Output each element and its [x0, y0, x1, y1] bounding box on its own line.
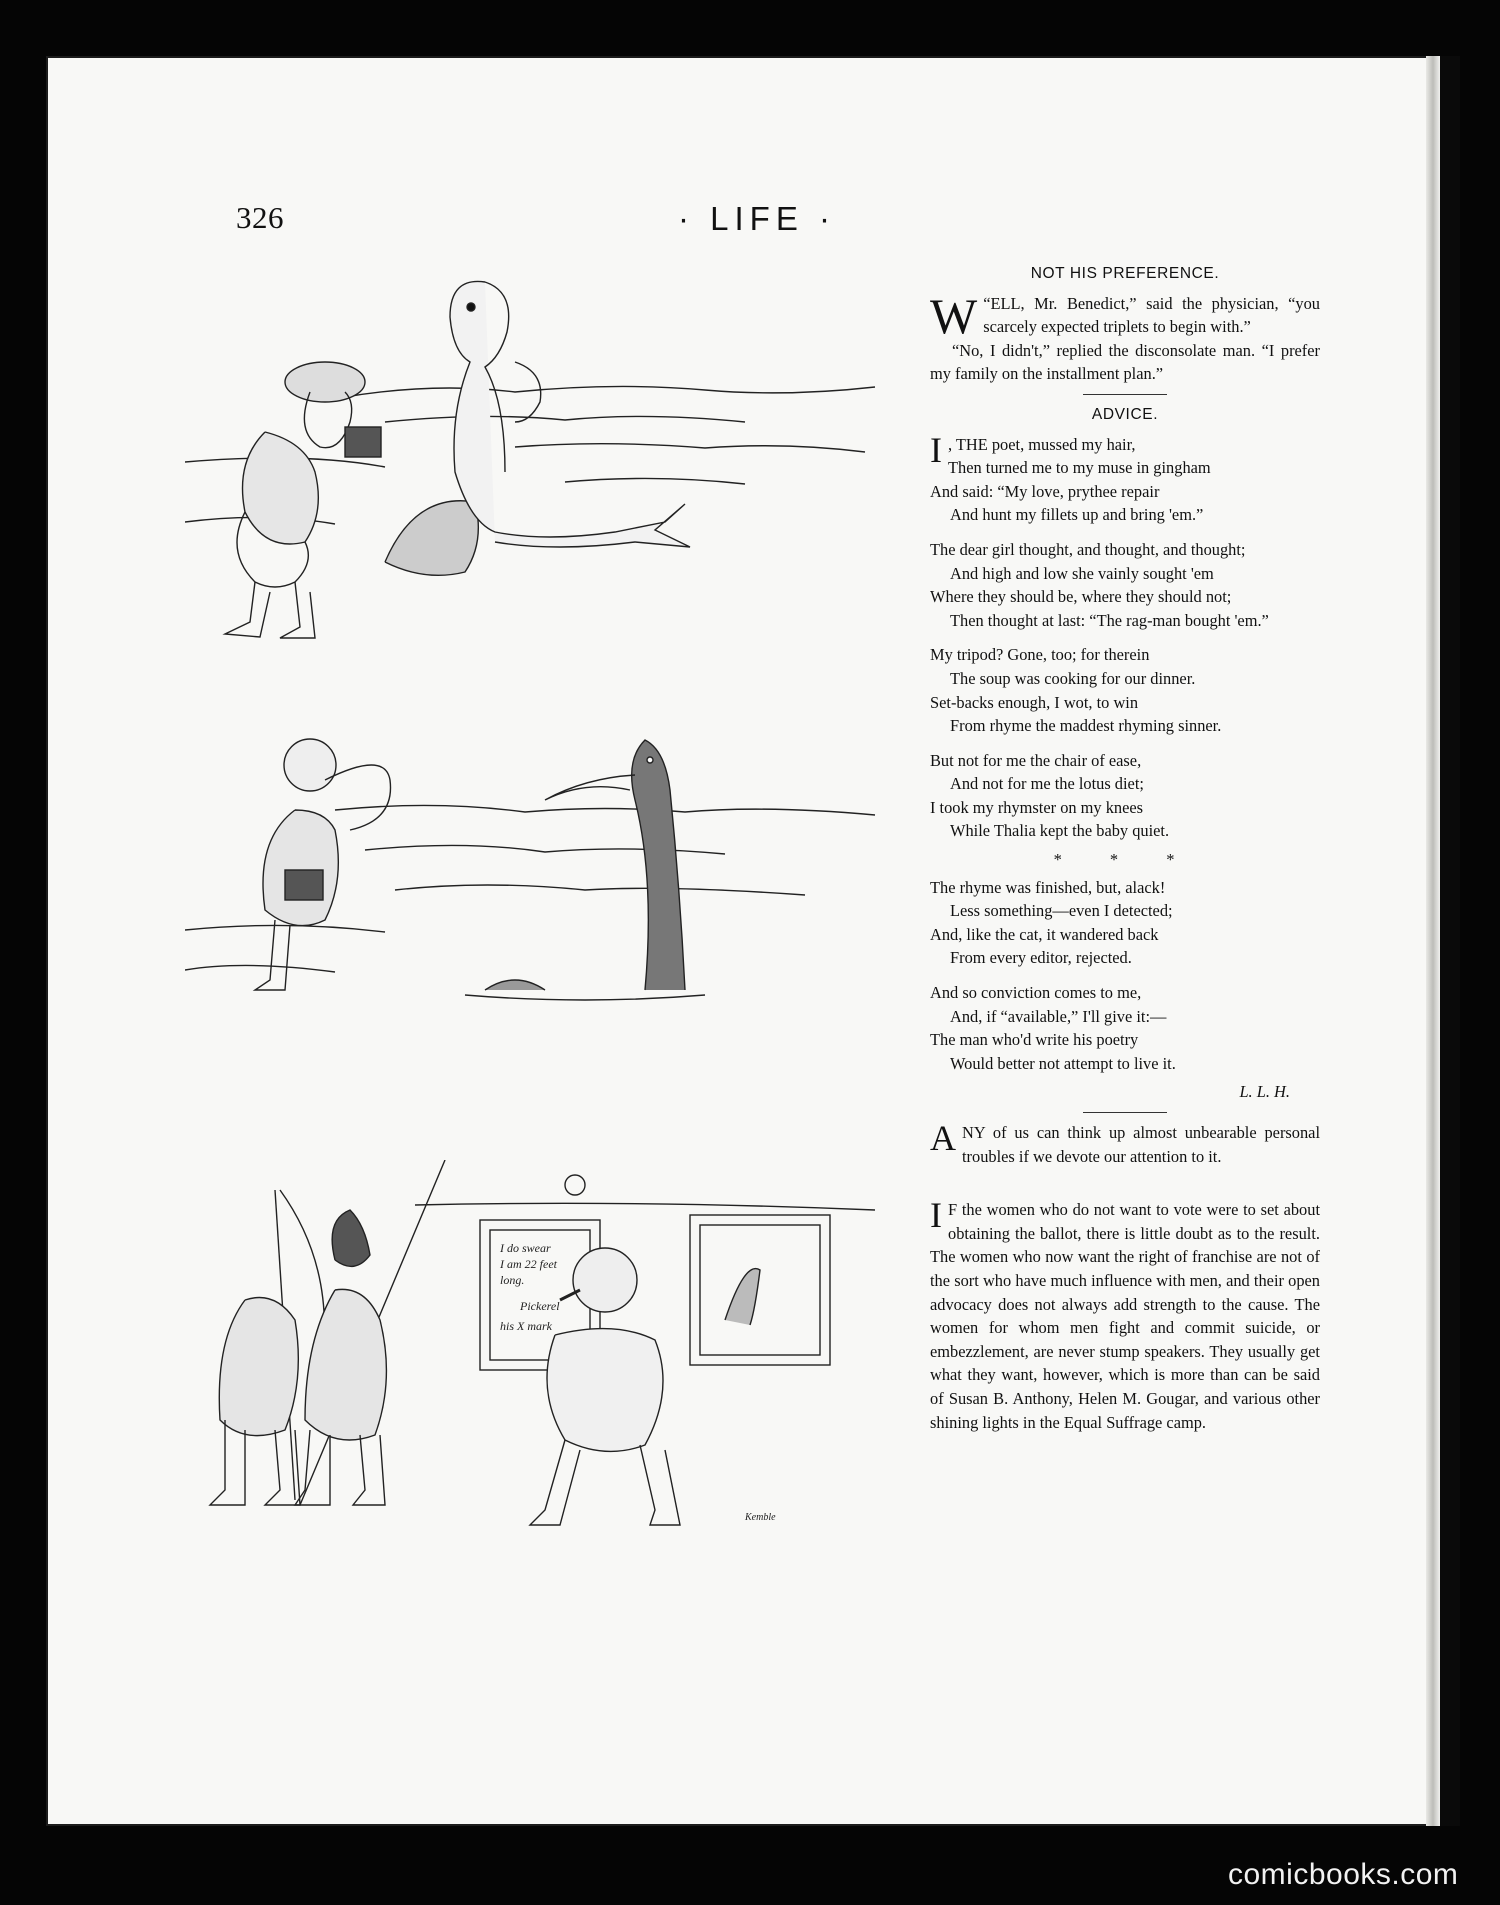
poem-line: But not for me the chair of ease, [930, 750, 1142, 770]
man-and-fish-illustration [185, 720, 885, 1130]
masthead-title: · LIFE · [678, 200, 837, 237]
paragraph-women-text: F the women who do not want to vote were to set about obtaining the ballot, there is little doubt as to the result. The women who now want the right of franchise are not of the sort who have much influence with men, and their open advocacy does not always add strength to the cause. The women for whom men fight and commit suicide, or embezzlement, are never stump speakers. They usually get what they want, however, which is more than can be said of Susan B. Anthony, Helen M. Gougar, and various other shining lights in the Equal Suffrage camp. [930, 1200, 1320, 1432]
poem-stanza-3 [930, 643, 1320, 737]
cartoon-panel-1 [185, 262, 885, 682]
poem-stanza-2 [930, 538, 1320, 632]
article1-text: ELL, Mr. Benedict,” said the physician, “you scarcely expected triplets to begin with.” [983, 293, 1320, 337]
poem-stanza-5 [930, 876, 1320, 970]
poem-line: Then thought at last: “The rag-man bought 'em.” [950, 610, 1269, 630]
poem-advice [930, 429, 1320, 1104]
poem-line: Less something—even I detected; [950, 901, 1173, 921]
poem-stanza-4 [930, 749, 1320, 843]
dropcap-i: I [930, 429, 942, 470]
divider-rule [1083, 1112, 1167, 1113]
dropcap-w: W [930, 287, 978, 344]
poem-line: The man who'd write his poetry [930, 1030, 1139, 1050]
poem-line: And hunt my fillets up and bring 'em.” [950, 505, 1204, 525]
sign-line-2: I am 22 feet [500, 1257, 557, 1271]
cartoon-panel-3 [185, 1160, 885, 1580]
poem-line: My tripod? Gone, too; for therein [930, 645, 1150, 665]
dropcap-a: A [930, 1118, 956, 1158]
paragraph-women-vote [930, 1195, 1320, 1434]
dropcap-i-2: I [930, 1195, 942, 1236]
open-quote: “ [983, 293, 991, 313]
artist-signature: Kemble [745, 1512, 776, 1523]
poem-signature: L. L. H. [1239, 1082, 1290, 1102]
text-column [930, 262, 1320, 1434]
poem-line: From rhyme the maddest rhyming sinner. [950, 716, 1222, 736]
sign-line-4: Pickerel [520, 1299, 560, 1313]
poem-line: And, like the cat, it wandered back [930, 924, 1159, 944]
boy-and-fish-illustration [185, 262, 885, 682]
poem-line: Would better not attempt to live it. [950, 1053, 1176, 1073]
sign-line-5: his X mark [500, 1319, 552, 1333]
poem-line: While Thalia kept the baby quiet. [950, 821, 1170, 841]
paragraph-any-of-us [930, 1118, 1320, 1168]
article1-paragraph-1 [930, 287, 1320, 344]
article1-paragraph-2: “No, I didn't,” replied the disconsolate man. “I prefer my family on the installment plan.” [930, 340, 1320, 384]
poem-stanza-1 [930, 429, 1320, 527]
heading-advice: ADVICE. [1091, 405, 1159, 423]
poem-line: I took my rhymster on my knees [930, 797, 1144, 817]
poem-line: Set-backs enough, I wot, to win [930, 692, 1139, 712]
fishermen-illustration [185, 1160, 885, 1580]
poem-stanza-6 [930, 981, 1320, 1075]
page-spine [1426, 56, 1440, 1826]
next-page-edge [1440, 56, 1460, 1826]
poem-line: And said: “My love, prythee repair [930, 481, 1160, 501]
cartoon-panel-2 [185, 720, 885, 1130]
poem-line: And high and low she vainly sought 'em [950, 563, 1214, 583]
page-number: 326 [236, 200, 284, 235]
poem-line: Then turned me to my muse in gingham [948, 458, 1211, 478]
poem-stars: * * * [1053, 850, 1197, 870]
paragraph-any-text: NY of us can think up almost unbearable personal troubles if we devote our attention to it. [962, 1123, 1320, 1166]
divider-rule [1083, 394, 1167, 395]
poem-line: And, if “available,” I'll give it:— [950, 1006, 1167, 1026]
sign-line-3: long. [500, 1273, 525, 1287]
poem-line: And so conviction comes to me, [930, 983, 1142, 1003]
poem-line: Where they should be, where they should not; [930, 587, 1232, 607]
poem-line: From every editor, rejected. [950, 948, 1132, 968]
poem-line: , THE poet, mussed my hair, [948, 434, 1136, 454]
poem-line: The soup was cooking for our dinner. [950, 668, 1196, 688]
poem-line: The rhyme was finished, but, alack! [930, 877, 1166, 897]
sign-line-1: I do swear [500, 1241, 551, 1255]
poem-line: The dear girl thought, and thought, and thought; [930, 539, 1246, 559]
heading-not-his-preference: NOT HIS PREFERENCE. [1030, 265, 1220, 282]
poem-line: And not for me the lotus diet; [950, 774, 1144, 794]
watermark: comicbooks.com [1228, 1858, 1459, 1891]
